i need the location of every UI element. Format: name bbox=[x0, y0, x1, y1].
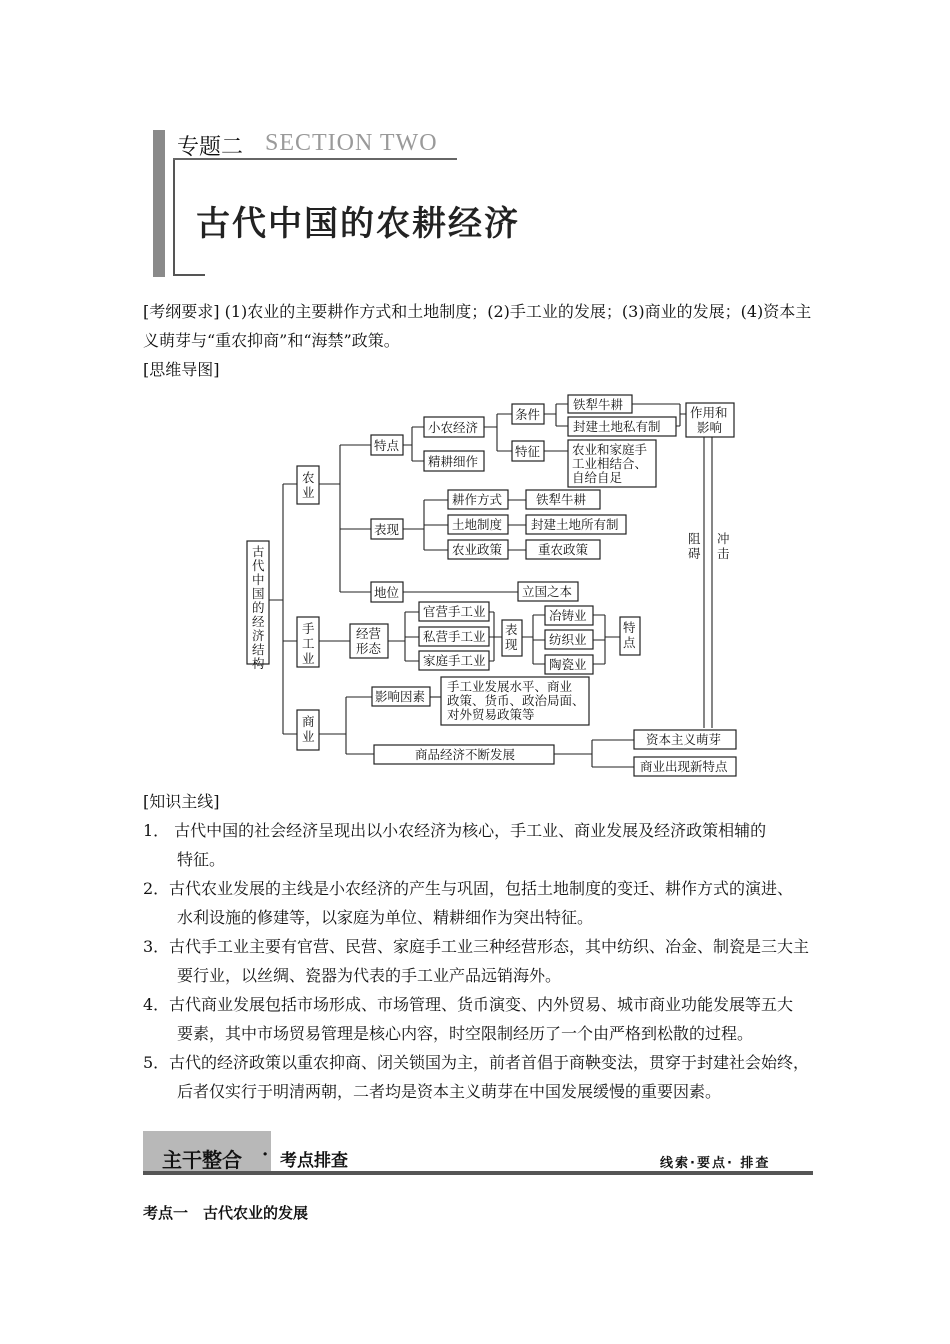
node-small-peasant-text: 小农经济 bbox=[428, 420, 479, 435]
agri-connector bbox=[319, 445, 371, 592]
requirements-label: [考纲要求] bbox=[143, 302, 220, 321]
operation-connector bbox=[388, 612, 419, 661]
knowledge-item-num: 2． bbox=[143, 879, 170, 898]
node-factor-detail-text: 手工业发展水平、商业政策、货币、政治局面、对外贸易政策等 bbox=[447, 679, 585, 722]
hinder-text: 阻碍 bbox=[688, 531, 701, 561]
knowledge-item-line1: 古代手工业主要有官营、民营、家庭手工业三种经营形态，其中纺织、冶金、制瓷是三大主 bbox=[169, 937, 810, 956]
node-land-system-v-text: 封建土地所有制 bbox=[531, 517, 619, 532]
knowledge-item bbox=[143, 1048, 823, 1106]
knowledge-item-num: 5． bbox=[143, 1053, 170, 1072]
node-role-text: 作用和影响 bbox=[690, 405, 728, 435]
knowledge-item-line2: 特征。 bbox=[177, 850, 226, 869]
knowledge-item-line1: 古代中国的社会经济呈现出以小农经济为核心，手工业、商业发展及经济政策相辅的 bbox=[169, 821, 767, 840]
node-textile-text: 纺织业 bbox=[549, 632, 587, 647]
knowledge-item-line2: 水利设施的修建等，以家庭为单位、精耕细作为突出特征。 bbox=[177, 908, 594, 927]
small-peasant-connector bbox=[484, 414, 512, 451]
node-land-system-text: 土地制度 bbox=[452, 517, 503, 532]
node-condition-text: 条件 bbox=[515, 407, 541, 422]
knowledge-item-line1: 古代的经济政策以重农抑商、闭关锁国为主，前者首倡于商鞅变法，贯穿于封建社会始终， bbox=[169, 1053, 810, 1072]
node-capitalism-text: 资本主义萌芽 bbox=[646, 732, 722, 747]
banner-separator: · bbox=[262, 1144, 269, 1165]
knowledge-item bbox=[143, 874, 823, 932]
knowledge-item-line1: 古代商业发展包括市场形成、市场管理、货币演变、内外贸易、城市商业功能发展等五大 bbox=[169, 995, 794, 1014]
knowledge-item bbox=[143, 816, 823, 874]
knowledge-item-num: 1． bbox=[143, 821, 170, 840]
node-operation-form-text: 经营形态 bbox=[356, 626, 382, 656]
banner-rule bbox=[143, 1171, 813, 1175]
knowledge-label: [知识主线] bbox=[143, 792, 220, 811]
section-heading: 考点一 古代农业的发展 bbox=[143, 1204, 309, 1222]
node-performance-text: 表现 bbox=[374, 522, 400, 537]
node-smelting-text: 冶铸业 bbox=[549, 608, 587, 623]
operation-to-manifest-connector bbox=[489, 612, 502, 661]
node-feature2-text: 特点 bbox=[623, 620, 636, 650]
requirements-text: (1)农业的主要耕作方式和土地制度；(2)手工业的发展；(3)商业的发展；(4)资本主义萌芽与“重农抑商”和“海禁”政策。 bbox=[143, 302, 812, 350]
performance-value-connector bbox=[508, 500, 526, 550]
node-official-text: 官营手工业 bbox=[423, 604, 486, 619]
knowledge-item-line2: 后者仅实行于明清两朝，二者均是资本主义萌芽在中国发展缓慢的重要因素。 bbox=[177, 1082, 722, 1101]
node-new-features-text: 商业出现新特点 bbox=[640, 759, 728, 774]
banner-right-label: 线索·要点· 排查 bbox=[660, 1156, 771, 1171]
node-agriculture-text: 农业 bbox=[302, 470, 315, 500]
node-root-text: 古代中国的经济结构 bbox=[252, 544, 265, 671]
hinder-impact-lines bbox=[704, 437, 712, 728]
node-ceramics-text: 陶瓷业 bbox=[549, 657, 587, 672]
section-label: SECTION TWO bbox=[265, 130, 438, 156]
knowledge-item bbox=[143, 932, 823, 990]
node-commodity-text: 商品经济不断发展 bbox=[415, 747, 516, 762]
knowledge-item-line1: 古代农业发展的主线是小农经济的产生与巩固，包括土地制度的变迁、耕作方式的演进、 bbox=[169, 879, 794, 898]
performance-connector bbox=[403, 500, 448, 550]
banner-subtitle: 考点排查 bbox=[280, 1151, 348, 1171]
commodity-connector bbox=[554, 740, 634, 767]
node-farming-method-v-text: 铁犁牛耕 bbox=[536, 492, 587, 507]
node-handicraft-text: 手工业 bbox=[302, 621, 315, 666]
commerce-connector bbox=[319, 697, 374, 754]
knowledge-item-num: 3． bbox=[143, 937, 170, 956]
knowledge-item-num: 4． bbox=[143, 995, 170, 1014]
knowledge-item-line2: 要行业，以丝绸、瓷器为代表的手工业产品远销海外。 bbox=[177, 966, 562, 985]
node-status-text: 地位 bbox=[374, 585, 400, 600]
node-manifest-text: 表现 bbox=[505, 622, 518, 652]
banner-main-title: 主干整合 bbox=[162, 1148, 242, 1172]
condition-connector bbox=[544, 404, 568, 451]
root-connector bbox=[269, 484, 297, 734]
node-agri-policy-text: 农业政策 bbox=[452, 542, 503, 557]
impact-text: 冲击 bbox=[717, 531, 730, 561]
node-commerce-text: 商业 bbox=[302, 714, 315, 744]
knowledge-item-line2: 要素，其中市场贸易管理是核心内容，时空限制经历了一个由严格到松散的过程。 bbox=[177, 1024, 754, 1043]
node-iron-plough-text: 铁犁牛耕 bbox=[573, 397, 624, 412]
node-family-combo-text: 农业和家庭手工业相结合、自给自足 bbox=[572, 442, 648, 485]
topic-label: 专题二 bbox=[177, 135, 244, 160]
node-family-text: 家庭手工业 bbox=[423, 653, 486, 668]
node-factors-text: 影响因素 bbox=[375, 689, 426, 704]
industries-connector bbox=[593, 615, 620, 664]
node-characteristic-text: 特征 bbox=[515, 444, 541, 459]
node-status-v-text: 立国之本 bbox=[522, 584, 573, 599]
node-private-land-text: 封建土地私有制 bbox=[573, 419, 661, 434]
feature-connector bbox=[403, 427, 424, 461]
node-private-text: 私营手工业 bbox=[423, 629, 486, 644]
knowledge-item bbox=[143, 990, 823, 1048]
node-agri-policy-v-text: 重农政策 bbox=[538, 542, 589, 557]
node-intensive-text: 精耕细作 bbox=[428, 454, 479, 469]
mindmap-label: [思维导图] bbox=[143, 360, 220, 379]
manifest-connector bbox=[522, 615, 545, 664]
node-feature-text: 特点 bbox=[374, 438, 400, 453]
page-title: 古代中国的农耕经济 bbox=[196, 204, 520, 244]
node-farming-method-text: 耕作方式 bbox=[452, 492, 503, 507]
